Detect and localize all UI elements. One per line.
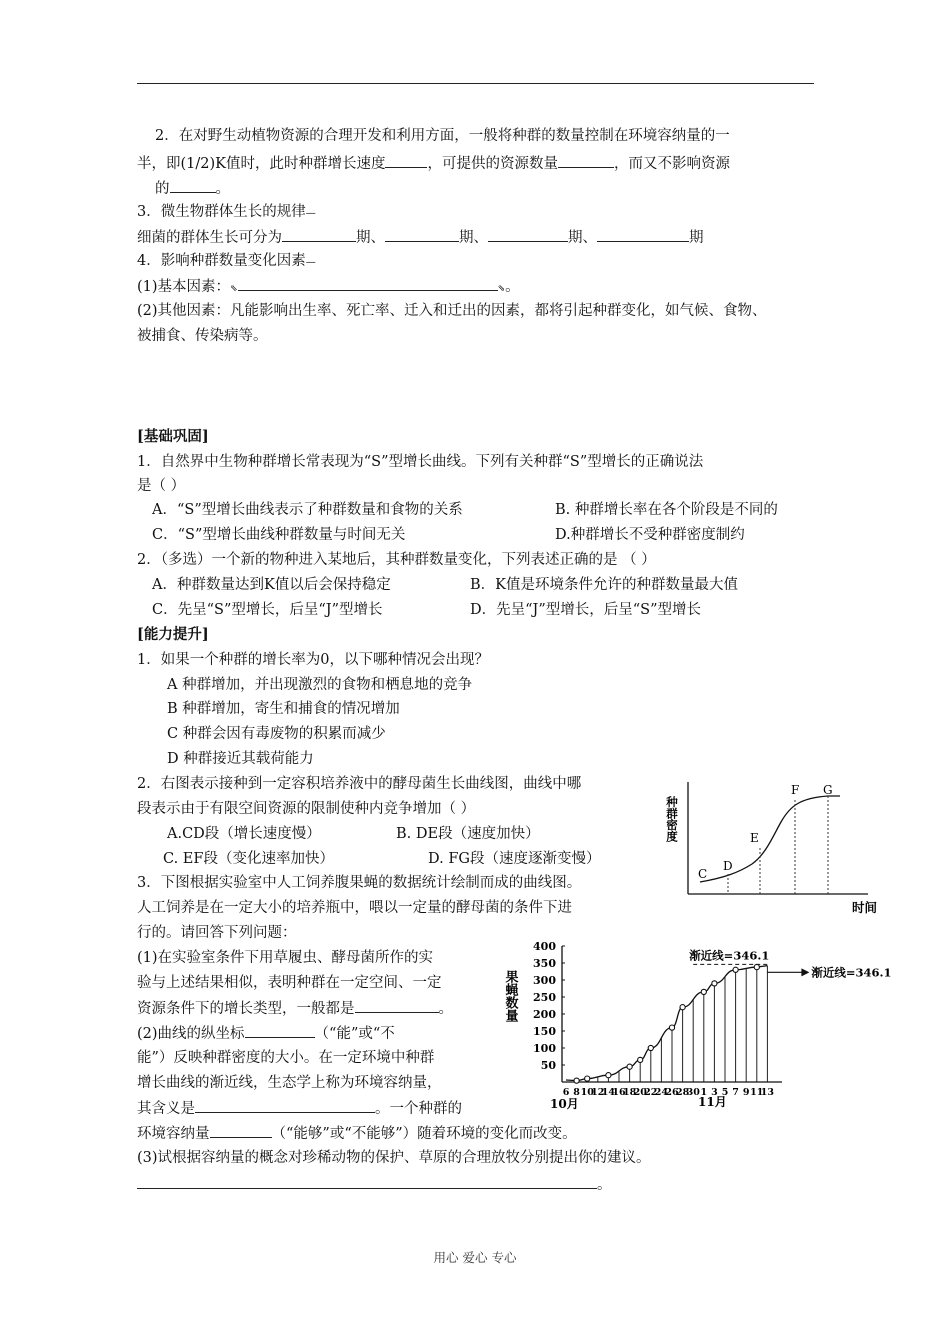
q3-2g-text: 环境容纳量 (137, 1126, 210, 1142)
data-point (701, 989, 706, 994)
p4-2a: (2)其他因素：凡能影响出生率、死亡率、迁入和迁出的因素，都将引起种群变化，如气候、食物、 (137, 303, 767, 319)
p4-2b: 被捕食、传染病等。 (137, 328, 268, 344)
ability-q3-3-answer (137, 1174, 612, 1195)
blank-resource-amount[interactable] (558, 153, 614, 168)
p3-period-1: 期、 (356, 230, 385, 246)
label-c: C (698, 867, 708, 881)
header-rule (137, 83, 814, 84)
x-tick-label: 22 (644, 1087, 658, 1098)
ability-q3-2c: 能”）反映种群密度的大小。在一定环境中种群 (137, 1050, 435, 1066)
x-tick-label: 14 (601, 1087, 616, 1098)
ability-q2a: 2．右图表示接种到一定容积培养液中的酵母菌生长曲线图，曲线中哪 (137, 776, 582, 792)
p2-text-d: 的 (155, 181, 170, 197)
blank-capacity-meaning[interactable] (195, 1098, 375, 1113)
y-tick-label: 150 (533, 1025, 556, 1038)
data-point (648, 1045, 653, 1050)
basic-q1-option-c[interactable]: C．“S”型增长曲线种群数量与时间无关 (152, 527, 406, 543)
ability-q3-2d: 增长曲线的渐近线，生态学上称为环境容纳量， (137, 1075, 442, 1091)
chart2-ylabel: 果蝇数量 (502, 970, 518, 1022)
chart1-xlabel: 时间 (852, 900, 878, 915)
ability-q3-2g (137, 1123, 577, 1144)
x-tick-label: 26 (665, 1087, 679, 1098)
quote-mark-icon: ⇘ (497, 284, 506, 294)
p3-period-2: 期、 (459, 230, 488, 246)
return-mark-icon: — (305, 208, 316, 219)
blank-basic-factor[interactable] (238, 276, 498, 291)
data-point (585, 1076, 590, 1081)
blank-growth-type[interactable] (355, 998, 439, 1013)
q3-2e-text: 其含义是 (137, 1101, 195, 1117)
x-tick-label: 16 (612, 1087, 626, 1098)
data-point (627, 1064, 632, 1069)
basic-q2-option-b[interactable]: B．K值是环境条件允许的种群数量最大值 (470, 577, 738, 593)
data-point (669, 1025, 674, 1030)
ability-q3-2a (137, 1023, 395, 1044)
asymptote-label-outer: 渐近线=346.1 (811, 965, 892, 980)
blank-resource-end[interactable] (170, 178, 216, 193)
blank-phase-3[interactable] (488, 227, 568, 242)
x-tick-label: 18 (622, 1087, 637, 1098)
ability-q1-option-c[interactable]: C 种群会因有毒废物的积累而减少 (167, 726, 386, 742)
basic-q1b: 是（ ） (137, 478, 186, 494)
ability-q3-2e (137, 1098, 462, 1119)
quote-mark-icon: ⇖ (230, 284, 238, 294)
yeast-growth-chart (665, 778, 890, 916)
ability-q2-option-d[interactable]: D. FG段（速度逐渐变慢） (428, 851, 601, 867)
data-point (606, 1073, 611, 1078)
basic-q1-option-d[interactable]: D.种群增长不受种群密度制约 (555, 527, 745, 543)
ability-q1: 1．如果一个种群的增长率为0，以下哪种情况会出现？ (137, 652, 489, 668)
q3-2f-text: 。一个种群的 (375, 1101, 462, 1117)
ability-q1-option-a[interactable]: A 种群增加，并出现激烈的食物和栖息地的竞争 (167, 677, 473, 693)
asymptote-label-inner: 渐近线=346.1 (689, 948, 770, 963)
p3-text: 细菌的群体生长可分为 (137, 230, 282, 246)
data-points (574, 964, 759, 1083)
x-tick-label: 28 (675, 1087, 690, 1098)
data-point (638, 1057, 643, 1062)
basic-q1a: 1．自然界中生物种群增长常表现为“S”型增长曲线。下列有关种群“S”型增长的正确说法 (137, 454, 704, 470)
y-tick-label: 200 (533, 1008, 556, 1021)
chart1-ylabel: 种群密度 (665, 796, 679, 842)
p3-title (137, 202, 316, 224)
q3-2h-text: （“能够”或“不能够”）随着环境的变化而改变。 (271, 1126, 577, 1142)
p3-period-last: 期 (689, 230, 704, 246)
x-tick-labels (563, 1087, 774, 1098)
p4-1-text: (1)基本因素： (137, 279, 231, 295)
data-point (712, 981, 717, 986)
basic-q1-option-b[interactable]: B. 种群增长率在各个阶段是不同的 (555, 502, 778, 518)
ability-q3-3: (3)试根据容纳量的概念对珍稀动物的保护、草原的合理放牧分别提出你的建议。 (137, 1150, 651, 1166)
y-tick-label: 250 (533, 991, 556, 1004)
ability-q2-option-b[interactable]: B. DE段（速度加快） (396, 826, 540, 842)
ability-q2b: 段表示由于有限空间资源的限制使种内竞争增加（ ） (137, 801, 476, 817)
label-e: E (750, 831, 759, 845)
label-f: F (791, 783, 800, 797)
blank-can-change[interactable] (210, 1123, 272, 1138)
blank-suggestion[interactable] (137, 1174, 597, 1189)
x-tick-label: 3 (711, 1087, 718, 1098)
x-tick-label: 30 (686, 1087, 700, 1098)
p2-line2 (137, 153, 730, 174)
data-point (574, 1078, 579, 1083)
y-tick-label: 400 (533, 940, 556, 953)
p2-text-a: 半，即(1/2)K值时，此时种群增长速度 (137, 156, 386, 172)
basic-q2-option-c[interactable]: C．先呈“S”型增长，后呈“J”型增长 (152, 602, 383, 618)
y-tick-labels (533, 940, 565, 1072)
heading-ability: [能力提升] (137, 626, 209, 643)
p4-1-end: 。 (505, 279, 520, 295)
heading-basic: [基础巩固] (137, 428, 209, 445)
vertical-lines (587, 966, 767, 1082)
arrow-head-icon (801, 968, 809, 976)
y-tick-label: 350 (533, 957, 556, 970)
data-point (733, 967, 738, 972)
p4-1 (137, 276, 520, 299)
return-mark-icon: — (305, 257, 316, 268)
p2-line3 (155, 178, 230, 199)
x-tick-label: 20 (633, 1087, 647, 1098)
x-tick-label: 12 (591, 1087, 605, 1098)
ability-q3-1b: 验与上述结果相似，表明种群在一定空间、一定 (137, 975, 442, 991)
basic-q2: 2．（多选）一个新的物种进入某地后，其种群数量变化，下列表述正确的是 （ ） (137, 552, 656, 568)
x-tick-label: 8 (573, 1087, 580, 1098)
x-tick-label: 1 (700, 1087, 708, 1098)
basic-q2-option-a[interactable]: A．种群数量达到K值以后会保持稳定 (152, 577, 391, 593)
q3-2b-text: （“能”或“不 (314, 1026, 395, 1042)
fly-population-chart (502, 940, 892, 1112)
growth-curve (700, 796, 840, 882)
data-point (680, 1005, 685, 1010)
q3-2a-text: (2)曲线的纵坐标 (137, 1026, 245, 1042)
label-d: D (723, 859, 733, 873)
q3-3end-text: 。 (597, 1177, 612, 1193)
x-tick-label: 5 (721, 1087, 729, 1098)
data-point (754, 964, 759, 969)
q3-1d-text: 。 (438, 1001, 453, 1017)
blank-phase-2[interactable] (385, 227, 459, 242)
ability-q3b: 人工饲养是在一定大小的培养瓶中，喂以一定量的酵母菌的条件下进 (137, 900, 572, 916)
p3-line (137, 227, 704, 248)
ability-q2-option-c[interactable]: C. EF段（变化速率加快） (163, 851, 334, 867)
blank-phase-4[interactable] (597, 227, 689, 242)
p4-title (137, 251, 316, 273)
ability-q3-1c (137, 998, 453, 1019)
x-tick-label: 24 (654, 1087, 669, 1098)
blank-phase-1[interactable] (282, 227, 356, 242)
q3-1c-text: 资源条件下的增长类型，一般都是 (137, 1001, 355, 1017)
p3-title-text: 3．微生物群体生长的规律 (137, 204, 306, 220)
basic-q1-option-a[interactable]: A．“S”型增长曲线表示了种群数量和食物的关系 (152, 502, 463, 518)
ability-q3c: 行的。请回答下列问题： (137, 925, 297, 941)
p2-text-c: ，而又不影响资源 (613, 156, 730, 172)
ability-q3a: 3．下图根据实验室中人工饲养腹果蝇的数据统计绘制而成的曲线图。 (137, 875, 582, 891)
month-label-oct: 10月 (550, 1097, 579, 1111)
ability-q3-1a: (1)在实验室条件下用草履虫、酵母菌所作的实 (137, 950, 434, 966)
month-label-nov: 11月 (698, 1095, 727, 1109)
ability-q2-option-a[interactable]: A.CD段（增长速度慢） (167, 826, 321, 842)
y-tick-label: 100 (533, 1042, 556, 1055)
y-tick-label: 300 (533, 974, 556, 987)
p2-line1: 2．在对野生动植物资源的合理开发和利用方面，一般将种群的数量控制在环境容纳量的一 (155, 128, 730, 144)
x-tick-label: 13 (760, 1087, 775, 1098)
page-footer: 用心 爱心 专心 (433, 1250, 517, 1265)
blank-growth-speed[interactable] (385, 153, 427, 168)
p2-text-b: ，可提供的资源数量 (427, 156, 558, 172)
label-g: G (823, 783, 833, 797)
basic-q2-option-d[interactable]: D．先呈“J”型增长，后呈“S”型增长 (470, 602, 702, 618)
x-tick-label: 7 (732, 1087, 739, 1098)
p2-text-e: 。 (215, 181, 230, 197)
ability-q1-option-d[interactable]: D 种群接近其载荷能力 (167, 751, 314, 767)
x-tick-label: 9 (742, 1087, 750, 1098)
blank-ordinate[interactable] (245, 1023, 315, 1038)
x-tick-label: 10 (580, 1087, 594, 1098)
population-curve (566, 966, 767, 1081)
ability-q1-option-b[interactable]: B 种群增加，寄生和捕食的情况增加 (167, 701, 400, 717)
p3-period-3: 期、 (568, 230, 597, 246)
y-tick-label: 50 (540, 1059, 556, 1072)
x-tick-label: 6 (562, 1087, 570, 1098)
x-tick-label: 11 (750, 1087, 764, 1098)
p4-title-text: 4．影响种群数量变化因素 (137, 253, 306, 269)
